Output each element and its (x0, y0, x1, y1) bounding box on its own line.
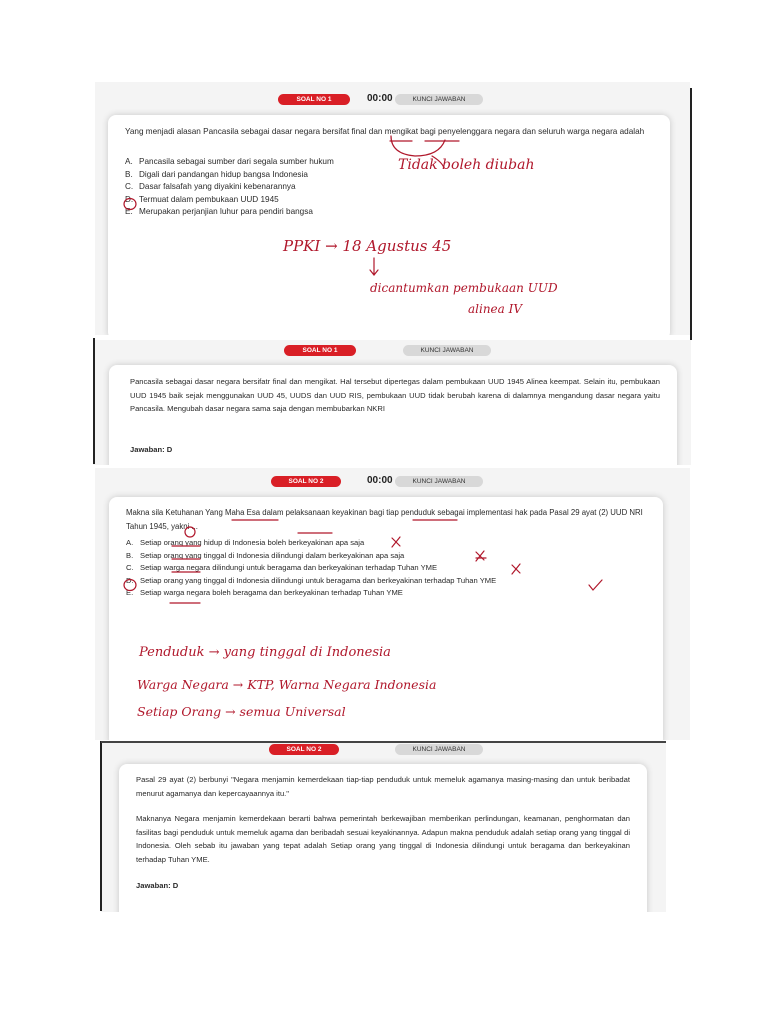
handwritten-note: PPKI → 18 Agustus 45 (283, 237, 452, 255)
question-number-badge: SOAL NO 2 (269, 744, 339, 755)
option-b[interactable]: B. Setiap orang yang tinggal di Indonesia dilindungi dalam berkeyakinan apa saja (126, 550, 405, 560)
handwritten-note: Warga Negara → KTP, Warna Negara Indonesia (137, 677, 437, 692)
page-edge-line (100, 741, 102, 911)
page-edge-line (93, 338, 95, 464)
options-list (125, 156, 334, 219)
answer-key-tab[interactable]: KUNCI JAWABAN (395, 476, 483, 487)
question-number-badge: SOAL NO 2 (271, 476, 341, 487)
explanation-text: Pancasila sebagai dasar negara bersifatr final dan mengikat. Hal tersebut dipertegas dalam pembukaan UUD 1945 Alinea keempat. Selain itu, pembukaan UUD 1945 baik sejak menggunakan UUD 45, UUDS dan UUD RIS, pembukaan UUD tidak berubah karena di dalamnya mengandung dasar negara yaitu Pancasila. Mengubah dasar negara sama saja dengan membubarkan NKRI (130, 377, 660, 413)
options-list (126, 537, 496, 600)
explanation-1-panel (93, 340, 691, 465)
page-edge-line (690, 88, 692, 340)
question-card (109, 497, 663, 740)
answer-key-tab[interactable]: KUNCI JAWABAN (403, 345, 491, 356)
option-d[interactable]: D. Termuat dalam pembukaan UUD 1945 (125, 194, 279, 204)
question-number-badge: SOAL NO 1 (278, 94, 350, 105)
question-text: Yang menjadi alasan Pancasila sebagai dasar negara bersifat final dan mengikat bagi penyelenggara negara dan seluruh warga negara adalah (125, 127, 645, 136)
option-a[interactable]: A. Pancasila sebagai sumber dari segala sumber hukum (125, 157, 334, 166)
option-c[interactable]: C. Dasar falsafah yang diyakini kebenarannya (125, 182, 296, 191)
question-1-panel (95, 82, 690, 335)
option-d[interactable]: D. Setiap orang yang tinggal di Indonesia dilindungi untuk beragama dan berkeyakinan terhadap Tuhan YME (126, 575, 497, 585)
answer-key-tab[interactable]: KUNCI JAWABAN (395, 94, 483, 105)
explanation-card (119, 764, 647, 912)
option-b[interactable]: B. Digali dari pandangan hidup bangsa Indonesia (125, 169, 308, 179)
timer: 00:00 (367, 475, 393, 486)
question-card (108, 115, 670, 335)
option-e[interactable]: E. Merupakan perjanjian luhur para pendiri bangsa (125, 207, 313, 216)
explanation-text: Pasal 29 ayat (2) berbunyi "Negara menjamin kemerdekaan tiap-tiap penduduk untuk memeluk agamanya masing-masing dan untuk beribadat menurut agamanya dan kepercayaannya itu." (136, 775, 630, 798)
option-a[interactable]: A. Setiap orang yang hidup di Indonesia boleh berkeyakinan apa saja (126, 538, 365, 547)
explanation-card (109, 365, 677, 465)
handwritten-note: Tidak boleh diubah (398, 157, 535, 173)
divider (101, 741, 666, 743)
answer-key-tab[interactable]: KUNCI JAWABAN (395, 744, 483, 755)
answer-label: Jawaban: D (130, 445, 173, 454)
question-2-panel (95, 468, 690, 740)
question-text: Makna sila Ketuhanan Yang Maha Esa dalam pelaksanaan keyakinan bagi tiap penduduk sebagai implementasi hak pada Pasal 29 ayat (2) UUD NRI Tahun 1945, yakni ... (126, 508, 643, 531)
handwritten-note: alinea IV (468, 302, 523, 316)
explanation-text: Maknanya Negara menjamin kemerdekaan berarti bahwa pemerintah berkewajiban memberikan perlindungan, keamanan, penghormatan dan fasilitas bagi penduduk untuk memeluk agama dan beribadah sesuai keyakinannya. Adapun makna penduduk adalah setiap orang yang tinggal di Indonesia. Oleh sebab itu jawaban yang tepat adalah Setiap orang yang tinggal di Indonesia dilindungi untuk beragama dan berkeyakinan terhadap Tuhan YME. (136, 814, 630, 864)
answer-label: Jawaban: D (136, 881, 179, 890)
option-e[interactable]: E. Setiap warga negara boleh beragama dan berkeyakinan terhadap Tuhan YME (126, 588, 403, 597)
timer: 00:00 (367, 93, 393, 104)
option-c[interactable]: C. Setiap warga negara dilindungi untuk beragama dan berkeyakinan terhadap Tuhan YME (126, 563, 438, 572)
handwritten-note: dicantumkan pembukaan UUD (370, 281, 558, 295)
handwritten-note: Setiap Orang → semua Universal (137, 704, 346, 719)
handwritten-note: Penduduk → yang tinggal di Indonesia (139, 645, 391, 660)
explanation-2-panel (101, 742, 666, 912)
question-number-badge: SOAL NO 1 (284, 345, 356, 356)
